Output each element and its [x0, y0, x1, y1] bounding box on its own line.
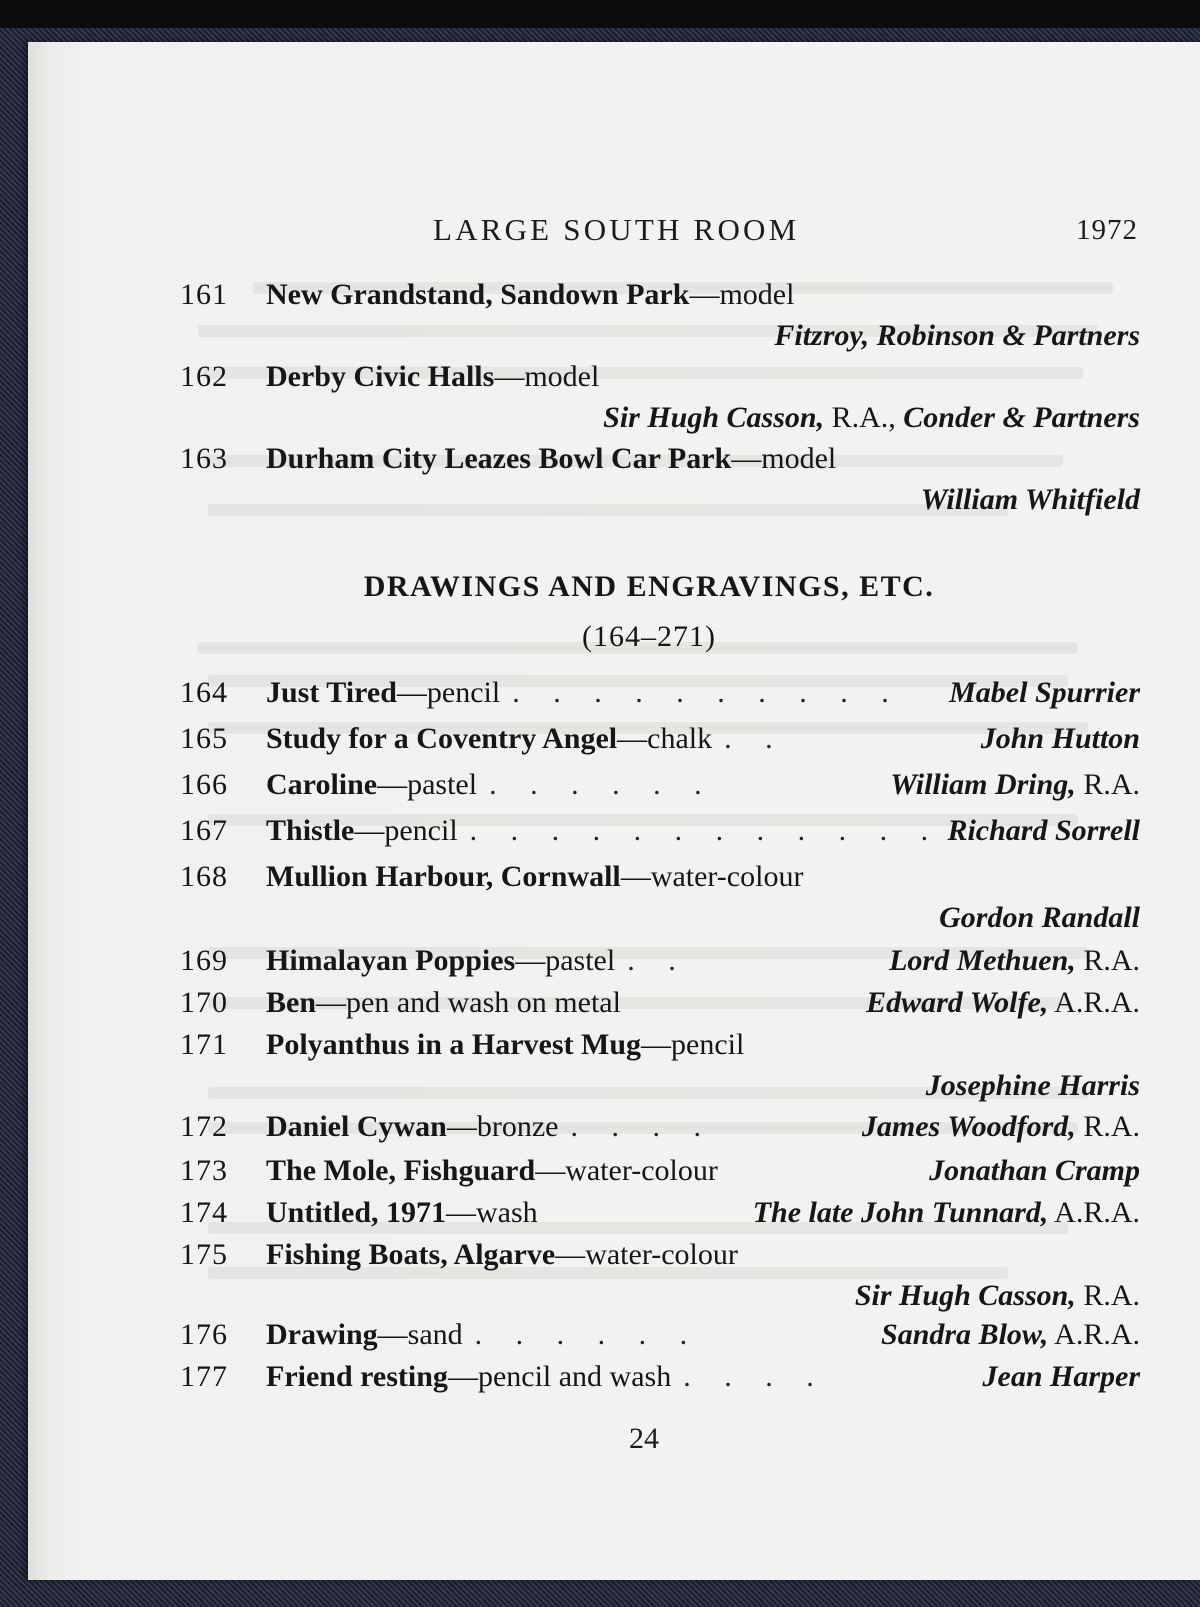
- entry-medium: —bronze: [446, 1110, 559, 1143]
- entry-title: Caroline: [266, 768, 378, 801]
- entry-title: New Grandstand, Sandown Park: [266, 278, 690, 311]
- section-heading: [28, 567, 1200, 659]
- dot-leader: . .: [627, 944, 689, 977]
- entry-artist: Lord Methuen,: [889, 944, 1076, 977]
- section-range: (164–271): [582, 620, 716, 653]
- entry-artist: Edward Wolfe,: [866, 986, 1049, 1019]
- catalogue-entry-174: [28, 1192, 1200, 1233]
- entry-artist: Gordon Randall: [939, 901, 1140, 934]
- dot-leader: . .: [724, 722, 786, 755]
- entry-number: 166: [180, 768, 228, 801]
- dot-leader: . . . . . .: [474, 1318, 701, 1351]
- entry-title: Friend resting: [266, 1360, 448, 1393]
- entry-title: Mullion Harbour, Cornwall: [266, 860, 621, 893]
- entry-title: Polyanthus in a Harvest Mug: [266, 1028, 642, 1061]
- entry-artist: Josephine Harris: [925, 1069, 1140, 1102]
- section-title: DRAWINGS AND ENGRAVINGS, ETC.: [363, 570, 935, 603]
- catalogue-entry-176: [28, 1314, 1200, 1355]
- entry-number: 176: [180, 1318, 228, 1351]
- catalogue-entry-177: [28, 1356, 1200, 1397]
- entry-artist: James Woodford,: [861, 1110, 1076, 1143]
- entry-medium: —pastel: [515, 944, 616, 977]
- entry-artist: William Whitfield: [920, 483, 1140, 516]
- entry-medium: —pencil and wash: [447, 1360, 672, 1393]
- entry-medium: —pencil: [396, 676, 501, 709]
- entry-title: Himalayan Poppies: [266, 944, 516, 977]
- dot-leader: . . . .: [683, 1360, 827, 1393]
- dot-leader: . . . . . . . . . .: [512, 676, 902, 709]
- catalogue-entry-166: [28, 764, 1200, 805]
- entry-medium: —chalk: [617, 722, 713, 755]
- entry-title: Untitled, 1971: [266, 1196, 446, 1229]
- entry-medium: —model: [731, 442, 837, 475]
- entry-title: Durham City Leazes Bowl Car Park: [266, 442, 732, 475]
- entry-medium: —model: [689, 278, 795, 311]
- entry-number: 175: [180, 1238, 228, 1271]
- catalogue-entry-167: [28, 810, 1200, 851]
- entry-medium: —model: [494, 360, 600, 393]
- entry-title: Fishing Boats, Algarve: [266, 1238, 556, 1271]
- entry-number: 173: [180, 1154, 228, 1187]
- page-number: 24: [629, 1422, 659, 1455]
- entry-medium: —pastel: [377, 768, 478, 801]
- entry-medium: —water-colour: [555, 1238, 738, 1271]
- entry-artist: Sir Hugh Casson,: [603, 401, 825, 434]
- entry-title: Ben: [266, 986, 317, 1019]
- running-header: [28, 212, 1200, 252]
- entry-medium: —pencil: [641, 1028, 745, 1061]
- artist-honour: R.A.,: [824, 401, 904, 434]
- entry-artist: Jean Harper: [982, 1360, 1140, 1393]
- artist-honour: R.A.: [1075, 1279, 1140, 1312]
- catalogue-entry-162: [28, 356, 1200, 438]
- catalogue-entry-165: [28, 718, 1200, 759]
- entry-number: 168: [180, 860, 228, 893]
- catalogue-entry-170: [28, 982, 1200, 1023]
- entry-number: 170: [180, 986, 228, 1019]
- entry-artist: Fitzroy, Robinson & Partners: [774, 319, 1140, 352]
- artist-honour: R.A.: [1075, 944, 1140, 977]
- catalogue-entry-175: [28, 1234, 1200, 1316]
- catalogue-year: 1972: [1076, 214, 1138, 246]
- entry-number: 164: [180, 676, 228, 709]
- catalogue-entry-169: [28, 940, 1200, 981]
- catalogue-entry-172: [28, 1106, 1200, 1147]
- catalogue-entry-171: [28, 1024, 1200, 1106]
- entry-artist: William Dring,: [890, 768, 1076, 801]
- entry-number: 162: [180, 360, 228, 393]
- entry-title: Just Tired: [266, 676, 397, 709]
- entry-artist: The late John Tunnard,: [752, 1196, 1049, 1229]
- artist-honour: R.A.: [1075, 768, 1140, 801]
- entry-artist: Mabel Spurrier: [949, 676, 1140, 709]
- entry-medium: —pencil: [354, 814, 458, 847]
- room-title: LARGE SOUTH ROOM: [433, 212, 800, 247]
- dot-leader: . . . . . .: [489, 768, 715, 801]
- entry-medium: —wash: [446, 1196, 538, 1229]
- dot-leader: . . . . . . . . . . . .: [469, 814, 942, 847]
- entry-number: 167: [180, 814, 228, 847]
- entry-title: Drawing: [266, 1318, 378, 1351]
- entry-artist: Sandra Blow,: [881, 1318, 1049, 1351]
- entry-number: 177: [180, 1360, 228, 1393]
- entry-title: The Mole, Fishguard: [266, 1154, 536, 1187]
- artist-honour: A.R.A.: [1048, 986, 1140, 1019]
- catalogue-entry-161: [28, 274, 1200, 356]
- entry-title: Derby Civic Halls: [266, 360, 495, 393]
- artist-honour: R.A.: [1075, 1110, 1140, 1143]
- catalogue-entry-168: [28, 856, 1200, 938]
- book-page: [28, 42, 1200, 1580]
- catalogue-entry-173: [28, 1150, 1200, 1191]
- dot-leader: . . . .: [570, 1110, 714, 1143]
- entry-number: 174: [180, 1196, 228, 1229]
- entry-artist-2: Conder & Partners: [903, 401, 1140, 434]
- entry-number: 163: [180, 442, 228, 475]
- entry-artist: John Hutton: [980, 722, 1140, 755]
- entry-number: 169: [180, 944, 228, 977]
- entry-artist: Sir Hugh Casson,: [854, 1279, 1076, 1312]
- entry-title: Study for a Coventry Angel: [266, 722, 618, 755]
- entry-number: 172: [180, 1110, 228, 1143]
- entry-artist: Jonathan Cramp: [929, 1154, 1140, 1187]
- entry-number: 161: [180, 278, 228, 311]
- entry-title: Thistle: [266, 814, 355, 847]
- artist-honour: A.R.A.: [1048, 1196, 1140, 1229]
- entry-medium: —water-colour: [535, 1154, 718, 1187]
- catalogue-entry-163: [28, 438, 1200, 520]
- catalogue-entry-164: [28, 672, 1200, 713]
- entry-title: Daniel Cywan: [266, 1110, 447, 1143]
- entry-number: 171: [180, 1028, 228, 1061]
- entry-medium: —sand: [377, 1318, 463, 1351]
- entry-number: 165: [180, 722, 228, 755]
- entry-medium: —water-colour: [620, 860, 804, 893]
- entry-medium: —pen and wash on metal: [316, 986, 621, 1019]
- artist-honour: A.R.A.: [1048, 1318, 1140, 1351]
- entry-artist: Richard Sorrell: [947, 814, 1140, 847]
